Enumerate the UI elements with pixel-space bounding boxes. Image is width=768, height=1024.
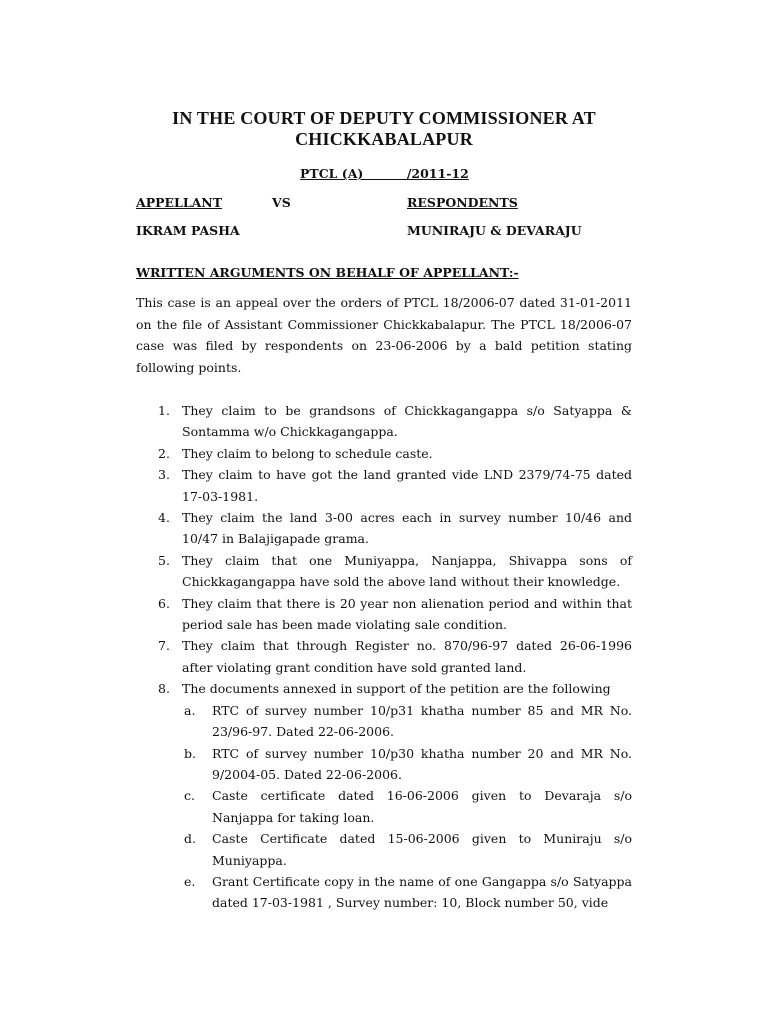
list-item <box>150 678 632 913</box>
list-item-text: They claim that one Muniyappa, Nanjappa, Shivappa sons of Chickkagangappa have sold the above land without their knowledge. <box>182 552 632 590</box>
list-item <box>150 507 632 550</box>
court-title-line-1: IN THE COURT OF DEPUTY COMMISSIONER AT <box>172 108 596 128</box>
list-item-number: 2. <box>158 445 170 461</box>
respondents-names: MUNIRAJU & DEVARAJU <box>407 223 582 238</box>
sublist-item-letter: d. <box>184 831 196 847</box>
list-item-number: 8. <box>158 681 170 697</box>
sublist-item <box>182 828 632 871</box>
vs-label: VS <box>272 195 291 210</box>
sublist-item <box>182 785 632 828</box>
sublist-item-text: Caste Certificate dated 15-06-2006 given to Muniraju s/o Muniyappa. <box>212 831 632 868</box>
sublist-item <box>182 743 632 786</box>
sublist-item <box>182 871 632 914</box>
sublist-item-text: Grant Certificate copy in the name of one Gangappa s/o Satyappa dated 17-03-1981 , Survey number: 10, Block number 50, vide <box>212 873 632 911</box>
appellant-label: APPELLANT <box>136 195 223 210</box>
sublist-item-letter: a. <box>184 702 196 718</box>
intro-line: on the file of Assistant Commissioner Chickkabalapur. The PTCL 18/2006-07 <box>136 316 632 332</box>
documents-sublist <box>182 700 632 914</box>
list-item-number: 4. <box>158 510 170 526</box>
list-item-number: 5. <box>158 552 170 568</box>
intro-line: case was filed by respondents on 23-06-2006 by a bald petition stating <box>136 338 632 354</box>
list-item-text: The documents annexed in support of the petition are the following <box>182 681 611 697</box>
list-item-text: They claim to belong to schedule caste. <box>182 445 433 461</box>
sublist-item-text: RTC of survey number 10/p31 khatha number 85 and MR No. 23/96-97. Dated 22-06-2006. <box>212 702 632 740</box>
list-item <box>150 593 632 636</box>
sublist-item-text: Caste certificate dated 16-06-2006 given to Devaraja s/o Nanjappa for taking loan. <box>212 788 632 825</box>
list-item-number: 6. <box>158 595 170 611</box>
sublist-item-text: RTC of survey number 10/p30 khatha number 20 and MR No. 9/2004-05. Dated 22-06-2006. <box>212 745 632 782</box>
sublist-item-letter: b. <box>184 745 196 761</box>
list-item-text: They claim that through Register no. 870/96-97 dated 26-06-1996 after violating grant condition have sold granted land. <box>182 638 632 675</box>
list-item-text: They claim that there is 20 year non alienation period and within that period sale has been made violating sale condition. <box>182 595 632 633</box>
sublist-item-letter: e. <box>184 873 196 889</box>
list-item <box>150 635 632 678</box>
intro-line: This case is an appeal over the orders of PTCL 18/2006-07 dated 31-01-2011 <box>136 295 632 310</box>
intro-line: following points. <box>136 359 242 375</box>
court-title <box>0 108 768 150</box>
list-item-number: 1. <box>158 403 170 418</box>
sublist-item-letter: c. <box>184 788 195 804</box>
list-item-number: 7. <box>158 638 170 654</box>
sublist-item <box>182 700 632 743</box>
list-item <box>150 400 632 443</box>
intro-paragraph <box>136 292 632 378</box>
claims-list <box>150 400 632 914</box>
list-item-text: They claim the land 3-00 acres each in survey number 10/46 and 10/47 in Balajigapade grama. <box>182 510 632 547</box>
list-item <box>150 550 632 593</box>
list-item <box>150 443 632 464</box>
list-item-text: They claim to be grandsons of Chickkagangappa s/o Satyappa & Sontamma w/o Chickkagangappa. <box>182 403 632 440</box>
list-item <box>150 464 632 507</box>
case-number: PTCL (A) /2011-12 <box>300 166 469 181</box>
list-item-text: They claim to have got the land granted vide LND 2379/74-75 dated 17-03-1981. <box>182 467 632 504</box>
appellant-name: IKRAM PASHA <box>136 223 240 238</box>
list-item-number: 3. <box>158 467 170 483</box>
respondents-label: RESPONDENTS <box>407 195 518 210</box>
court-title-line-2: CHICKKABALAPUR <box>295 129 473 149</box>
section-heading: WRITTEN ARGUMENTS ON BEHALF OF APPELLANT:- <box>136 265 519 280</box>
